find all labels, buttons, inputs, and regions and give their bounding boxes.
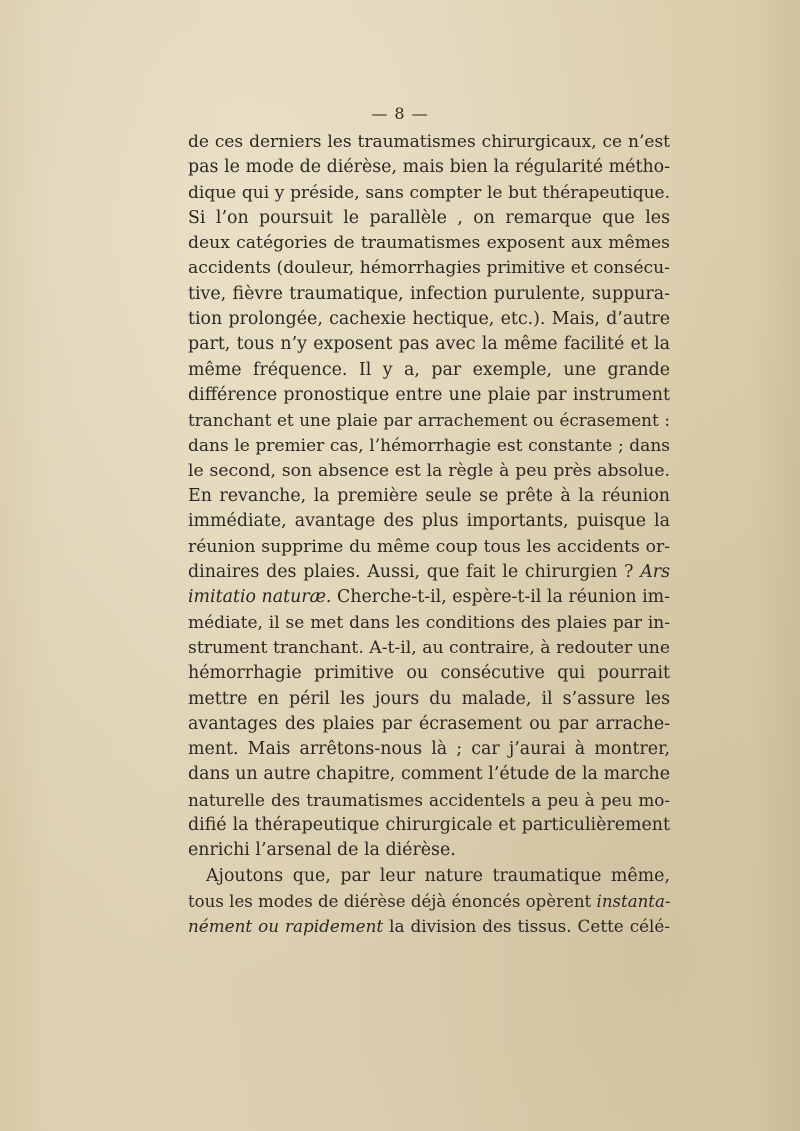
text-line: enrichi l’arsenal de la diérèse. bbox=[188, 840, 456, 861]
text-line: différence pronostique entre une plaie par instrument bbox=[188, 384, 670, 405]
page-number: — 8 — bbox=[371, 104, 429, 123]
text-segment: la division des tissus. Cette célé- bbox=[383, 916, 670, 937]
text-line: avantages des plaies par écrasement ou par arrache- bbox=[188, 713, 670, 734]
text-line-with-italic bbox=[188, 914, 670, 939]
text-line: dique qui y préside, sans compter le but thérapeutique. bbox=[188, 182, 670, 203]
text-line: ment. Mais arrêtons-nous là ; car j’aurai à montrer, bbox=[188, 739, 670, 760]
text-line: part, tous n’y exposent pas avec la même facilité et la bbox=[188, 334, 670, 355]
text-line: tranchant et une plaie par arrachement ou écrasement : bbox=[188, 410, 670, 431]
text-line: strument tranchant. A-t-il, au contraire, à redouter une bbox=[188, 637, 670, 658]
text-line-with-latin bbox=[188, 585, 670, 610]
text-line-with-italic bbox=[188, 889, 670, 914]
text-line: naturelle des traumatismes accidentels a peu à peu mo- bbox=[188, 789, 670, 810]
text-segment: tous les modes de diérèse déjà énoncés opèrent bbox=[188, 891, 592, 911]
text-line: tive, fièvre traumatique, infection purulente, suppura- bbox=[188, 283, 670, 304]
text-line: hémorrhagie primitive ou consécutive qui pourrait bbox=[188, 663, 670, 684]
text-line-with-latin bbox=[188, 560, 670, 585]
text-line: Si l’on poursuit le parallèle , on remarque que les bbox=[188, 207, 670, 228]
italic-segment: nément ou rapidement bbox=[188, 916, 384, 937]
body-text bbox=[188, 130, 670, 940]
text-line: le second, son absence est la règle à peu près absolue. bbox=[188, 460, 670, 481]
italic-segment: instanta- bbox=[596, 891, 671, 911]
text-line: mettre en péril les jours du malade, il s’assure les bbox=[188, 688, 670, 709]
text-line: difié la thérapeutique chirurgicale et particulièrement bbox=[188, 815, 670, 836]
text-line: pas le mode de diérèse, mais bien la régularité métho- bbox=[188, 157, 670, 178]
text-line: même fréquence. Il y a, par exemple, une grande bbox=[188, 359, 670, 380]
text-line: médiate, il se met dans les conditions des plaies par in- bbox=[188, 612, 670, 633]
text-line: de ces derniers les traumatismes chirurgicaux, ce n’est bbox=[188, 132, 670, 152]
text-segment: dinaires des plaies. Aussi, que fait le chirurgien ? bbox=[188, 562, 634, 583]
text-line: accidents (douleur, hémorrhagies primitive et consécu- bbox=[188, 258, 670, 279]
text-line: dans le premier cas, l’hémorrhagie est constante ; dans bbox=[188, 435, 670, 456]
text-line: Ajoutons que, par leur nature traumatique même, bbox=[206, 865, 670, 886]
latin-quote: Ars bbox=[640, 562, 671, 583]
text-line: immédiate, avantage des plus importants, puisque la bbox=[188, 511, 670, 532]
text-line: tion prolongée, cachexie hectique, etc.). Mais, d’autre bbox=[188, 309, 670, 330]
text-line: réunion supprime du même coup tous les accidents or- bbox=[188, 536, 670, 557]
text-line: En revanche, la première seule se prête à la réunion bbox=[188, 486, 670, 507]
latin-quote-continued: imitatio naturæ. bbox=[188, 587, 332, 608]
text-line: deux catégories de traumatismes exposent aux mêmes bbox=[188, 233, 670, 254]
text-segment: Cherche-t-il, espère-t-il la réunion im- bbox=[331, 587, 671, 608]
text-line: dans un autre chapitre, comment l’étude de la marche bbox=[188, 764, 670, 785]
